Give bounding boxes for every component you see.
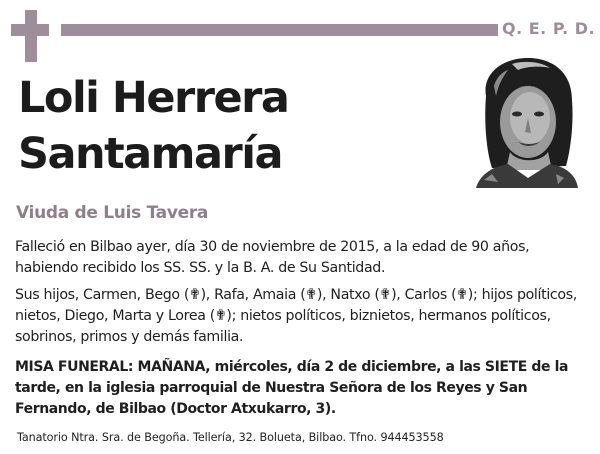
header-rule <box>61 24 498 36</box>
name-line-2: Santamaría <box>18 129 282 179</box>
family-paragraph: Sus hijos, Carmen, Bego (✟), Rafa, Amaia (✟), Natxo (✟), Carlos (✟); hijos políticos, nietos, Diego, Marta y Lorea (✟); nietos políticos, biznietos, hermanos políticos, sobrinos, primos y demás familia. <box>15 287 577 345</box>
name-line-1: Loli Herrera <box>18 73 289 123</box>
funeral-home-info: Tanatorio Ntra. Sra. de Begoña. Tellería, 32. Bolueta, Bilbao. Tfno. 944453558 <box>17 431 444 444</box>
widow-subtitle: Viuda de Luis Tavera <box>16 203 209 223</box>
portrait-photo <box>472 56 580 188</box>
deceased-name <box>18 70 458 182</box>
death-notice-paragraph: Falleció en Bilbao ayer, día 30 de noviembre de 2015, a la edad de 90 años, habiendo recibido los SS. SS. y la B. A. de Su Santidad. <box>15 239 530 276</box>
latin-cross-icon <box>11 10 49 62</box>
qepd-badge: Q. E. P. D. <box>502 19 596 38</box>
funeral-mass-announcement: MISA FUNERAL: MAÑANA, miércoles, día 2 de diciembre, a las SIETE de la tarde, en la iglesia parroquial de Nuestra Señora de los Reyes y San Fernando, de Bilbao (Doctor Atxukarro, 3). <box>15 359 569 417</box>
